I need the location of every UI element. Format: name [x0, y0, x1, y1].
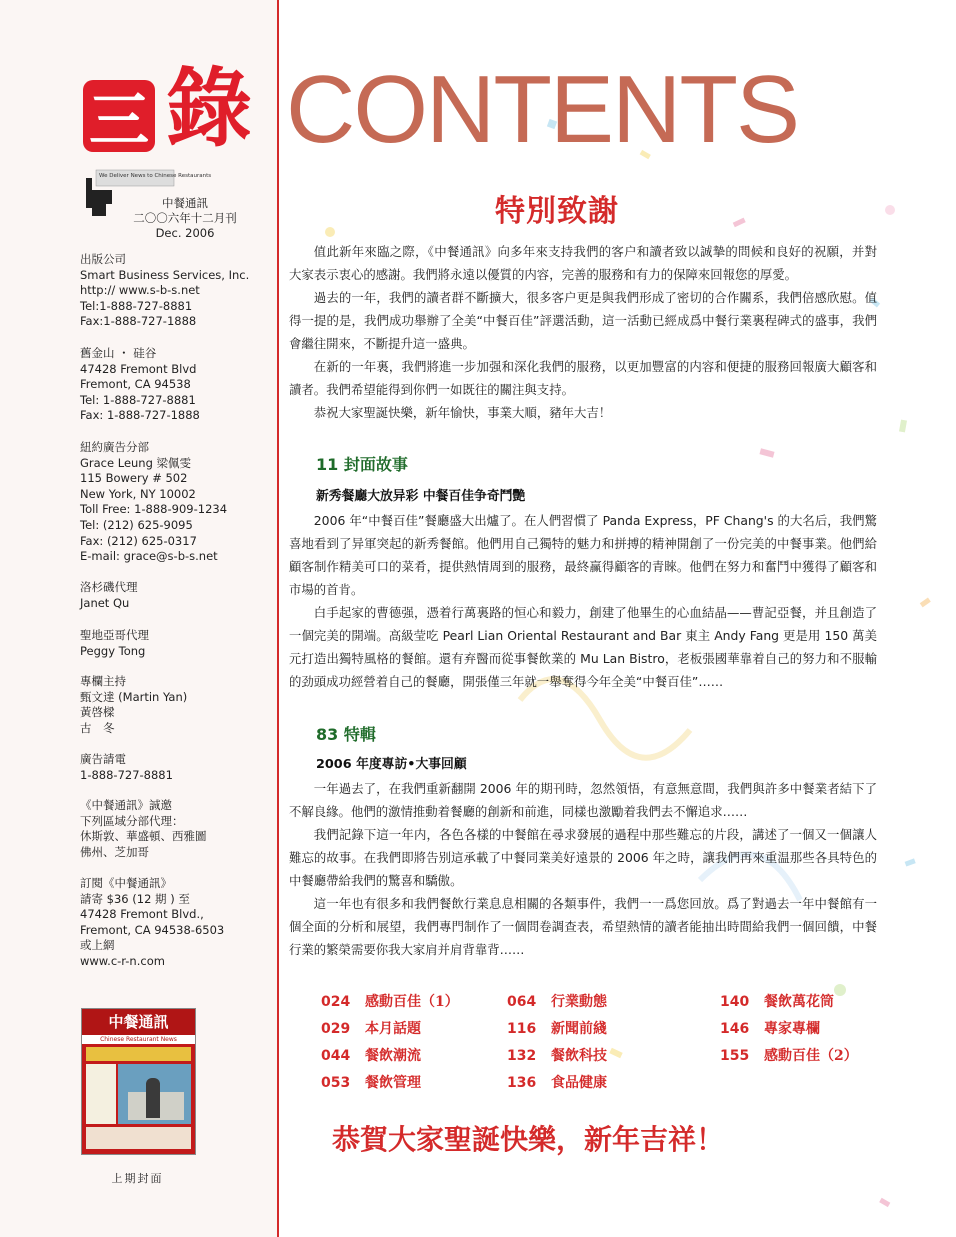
info-line: Tel: 1-888-727-8881 [80, 392, 196, 407]
website-link[interactable]: www.c-r-n.com [80, 953, 165, 968]
publisher-info [80, 252, 270, 330]
masthead-date: Dec. 2006 [155, 226, 215, 240]
index-label: 專家專欄 [764, 1021, 820, 1037]
cover-footer [86, 1127, 191, 1149]
index-item[interactable] [720, 1045, 858, 1065]
title-char-box: 三 [83, 80, 155, 152]
info-line: Fremont, CA 94538 [80, 377, 191, 392]
info-line: 休斯敦、華盛頓、西雅圖 [80, 829, 207, 844]
thanks-paragraph: 值此新年來臨之際，《中餐通訊》向多年來支持我們的客户和讀者致以誠摯的問候和良好的祝願，并對大家表示衷心的感謝。我們將永遠以優質的内容，完善的服務和有力的保障來回報您的厚愛。 [289, 244, 877, 282]
index-item[interactable] [507, 1072, 607, 1092]
info-line: 舊金山 ・ 硅谷 [80, 346, 157, 360]
index-label: 本月話題 [365, 1021, 421, 1037]
index-label: 餐飲萬花筒 [764, 994, 834, 1010]
holiday-greeting: 恭賀大家聖誕快樂，新年吉祥！ [332, 1123, 725, 1156]
cover-title: 中餐通訊 [82, 1009, 195, 1035]
index-page-num: 132 [507, 1048, 537, 1064]
index-label: 餐飲管理 [365, 1075, 421, 1091]
index-label: 感動百佳（1） [365, 994, 459, 1010]
last-issue-cover [81, 1008, 196, 1155]
index-page-num: 155 [720, 1048, 750, 1064]
masthead-text [120, 196, 250, 241]
index-page-num: 116 [507, 1021, 537, 1037]
info-line: 黃啓樑 [80, 705, 115, 720]
info-line: Fax: 1-888-727-1888 [80, 408, 200, 423]
cover-caption: 上期封面 [111, 1172, 164, 1185]
index-item[interactable] [507, 1018, 607, 1038]
email-link[interactable]: E-mail: grace@s-b-s.net [80, 549, 218, 564]
sf-office-info [80, 346, 270, 424]
index-label: 食品健康 [551, 1075, 607, 1091]
cover-textblock [86, 1064, 116, 1124]
info-line: 古 冬 [80, 720, 115, 735]
info-line: Fremont, CA 94538-6503 [80, 922, 225, 937]
info-line: 訂閱《中餐通訊》 [80, 876, 172, 890]
section-title-cover-story[interactable]: 11 封面故事 [316, 455, 408, 474]
index-page-num: 024 [321, 994, 351, 1010]
section-title-special[interactable]: 83 特輯 [316, 725, 376, 744]
index-page-num: 029 [321, 1021, 351, 1037]
index-label: 餐飲科技 [551, 1048, 607, 1064]
index-item[interactable] [720, 1018, 820, 1038]
info-line: 聖地亞哥代理 [80, 628, 149, 642]
masthead-issue: 二〇〇六年十二月刊 [133, 211, 237, 225]
info-line: Grace Leung 梁佩雯 [80, 455, 192, 470]
info-line: 專欄主持 [80, 674, 126, 688]
info-line: 紐約廣告分部 [80, 440, 149, 454]
index-page-num: 064 [507, 994, 537, 1010]
index-item[interactable] [321, 1045, 421, 1065]
agents-wanted-info [80, 798, 270, 860]
masthead-name: 中餐通訊 [162, 196, 208, 210]
special-paragraph: 一年過去了，在我們重新翻開 2006 年的期刊時，忽然領悟，有意無意間，我們與許多中餐業者結下了不解良緣。他們的激情推動着餐廳的創新和前進，同樣也激勵着我們去不懈追求…… [289, 781, 877, 819]
info-line: New York, NY 10002 [80, 486, 196, 501]
info-line: Smart Business Services, Inc. [80, 267, 250, 282]
la-agent-info [80, 580, 270, 611]
special-paragraph: 我們記錄下這一年内，各色各樣的中餐館在尋求發展的過程中那些難忘的片段，講述了一個又一個讓人難忘的故事。在我們即將告别這承載了中餐同業美好遠景的 2006 年之時，讓我們再來重温那些各具特色的中餐廳帶給我們的驚喜和驕傲。 [289, 827, 877, 888]
index-page-num: 053 [321, 1075, 351, 1091]
info-line: 1-888-727-8881 [80, 767, 173, 782]
ny-office-info [80, 440, 270, 565]
index-label: 餐飲潮流 [365, 1048, 421, 1064]
info-line: 47428 Fremont Blvd [80, 361, 197, 376]
info-line[interactable]: http:// www.s-b-s.net [80, 283, 200, 298]
subscribe-info [80, 876, 270, 970]
cover-subtitle: Chinese Restaurant News [82, 1035, 195, 1044]
index-label: 行業動態 [551, 994, 607, 1010]
info-line: Tel: (212) 625-9095 [80, 517, 193, 532]
title-char-lu: 錄 [166, 59, 252, 159]
sd-agent-info [80, 628, 270, 659]
section-subtitle: 新秀餐廳大放异彩 中餐百佳争奇鬥艷 [316, 489, 526, 504]
index-page-num: 146 [720, 1021, 750, 1037]
index-item[interactable] [507, 991, 607, 1011]
thanks-paragraph: 過去的一年，我們的讀者群不斷擴大，很多客户更是與我們形成了密切的合作關系，我們倍感欣慰。值得一提的是，我們成功舉辦了全美“中餐百佳”評選活動，這一活動已經成爲中餐行業裏程碑式的盛事，我們會繼往開來，不斷提升這一盛典。 [289, 290, 877, 351]
special-paragraph: 這一年也有很多和我們餐飲行業息息相關的各類事件，我們一一爲您回放。爲了對過去一年中餐館有一個全面的分析和展望，我們專門制作了一個問卷調查表，希望熱情的讀者能抽出時間給我們一個回饋，中餐行業的繁榮需要你我大家肩并肩背靠背…… [289, 896, 877, 957]
info-line: 115 Bowery # 502 [80, 471, 188, 486]
info-line: 出版公司 [80, 252, 126, 266]
info-line: Toll Free: 1-888-909-1234 [80, 502, 228, 517]
index-page-num: 140 [720, 994, 750, 1010]
info-line: Tel:1-888-727-8881 [80, 298, 193, 313]
thanks-paragraph: 在新的一年裏，我們將進一步加强和深化我們的服務，以更加豐富的内容和便捷的服務回報廣大顧客和讀者。我們希望能得到你們一如既往的關注與支持。 [289, 359, 877, 397]
info-line: 廣告請電 [80, 752, 126, 766]
info-line: 《中餐通訊》誠邀 [80, 798, 172, 812]
index-item[interactable] [720, 991, 834, 1011]
info-line: 下列區域分部代理： [80, 813, 184, 828]
info-line: Fax: (212) 625-0317 [80, 533, 197, 548]
index-item[interactable] [321, 1072, 421, 1092]
index-page-num: 136 [507, 1075, 537, 1091]
index-page-num: 044 [321, 1048, 351, 1064]
info-line: Fax:1-888-727-1888 [80, 314, 197, 329]
cover-banner [86, 1047, 191, 1061]
ads-info [80, 752, 270, 783]
special-thanks-heading: 特別致謝 [495, 194, 619, 229]
columnists-info [80, 674, 270, 736]
masthead-logo-text: We Deliver News to Chinese Restaurants [99, 173, 212, 179]
index-item[interactable] [321, 1018, 421, 1038]
thanks-paragraph: 恭祝大家聖誕快樂，新年愉快，事業大順，豬年大吉！ [313, 405, 612, 420]
info-line: 請寄 $36 (12 期 ) 至 [80, 891, 190, 906]
cover-story-paragraph: 2006 年“中餐百佳”餐廳盛大出爐了。在人們習慣了 Panda Express，PF Chang's 的大名后，我們驚喜地看到了异軍突起的新秀餐館。他們用自己獨特的魅力和拼搏的精神開創了一份完美的中餐事業。他們給顧客制作精美可口的菜肴，提供熱情周到的服務，最終赢得顧客的青睞。他們在努力和奮鬥中獲得了顧客和市場的首肯。 [289, 513, 877, 597]
title-contents: CONTENTS [286, 56, 798, 163]
index-label: 新聞前綫 [551, 1021, 607, 1037]
info-line: Peggy Tong [80, 643, 146, 658]
info-line: 或上網 [80, 938, 115, 953]
red-divider-line [277, 0, 279, 1237]
info-line: 47428 Fremont Blvd., [80, 907, 204, 922]
index-label: 感動百佳（2） [764, 1048, 858, 1064]
index-item[interactable] [507, 1045, 607, 1065]
cover-photo [118, 1064, 191, 1124]
info-line: 甄文達 (Martin Yan) [80, 689, 188, 704]
index-item[interactable] [321, 991, 459, 1011]
info-line: 洛杉磯代理 [80, 580, 138, 594]
info-line: Janet Qu [80, 595, 130, 610]
section-subtitle: 2006 年度專訪•大事回顧 [316, 757, 467, 772]
cover-story-paragraph: 白手起家的曹德强，憑着行萬裏路的恒心和毅力，創建了他畢生的心血結晶——曹記亞餐，并且創造了一個完美的開端。高級莹吃 Pearl Lian Oriental Restaurant and Bar 東主 Andy Fang 更是用 150 萬美元打造出獨特風格的餐館。還有弃醫而從事餐飲業的 Mu Lan Bistro，老板張國華靠着自己的努力和不服輸的劲頭成功經營着自己的餐廳，開張僅三年就一舉奪得今年全美“中餐百佳”…… [289, 605, 877, 689]
info-line: 佛州、芝加哥 [80, 844, 149, 859]
